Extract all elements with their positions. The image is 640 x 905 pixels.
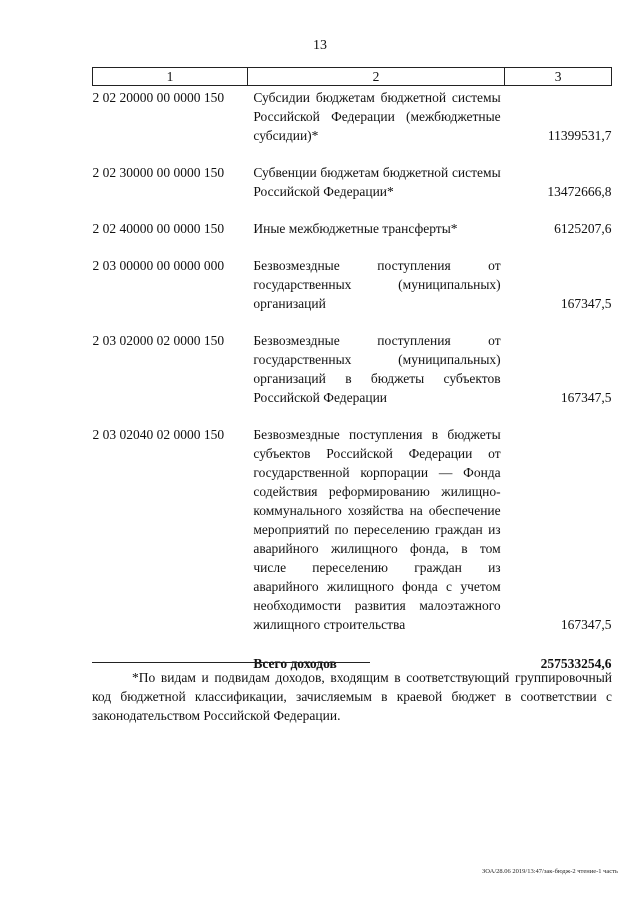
table-row bbox=[93, 425, 612, 652]
budget-code: 2 03 02000 02 0000 150 bbox=[92, 333, 225, 348]
revenue-amount: 6125207,6 bbox=[554, 221, 612, 236]
column-header-amount: 3 bbox=[505, 68, 612, 86]
revenue-name: Безвозмездные поступления от государственных (муниципальных) организаций bbox=[253, 258, 501, 311]
table-row bbox=[93, 86, 612, 164]
column-header-code: 1 bbox=[93, 68, 248, 86]
revenue-table bbox=[92, 67, 612, 673]
revenue-amount: 167347,5 bbox=[560, 390, 612, 405]
table-row bbox=[93, 331, 612, 425]
total-amount: 257533254,6 bbox=[540, 656, 612, 671]
total-label: Всего доходов bbox=[253, 656, 337, 671]
revenue-amount: 167347,5 bbox=[560, 296, 612, 311]
table-row bbox=[93, 163, 612, 219]
column-header-name: 2 bbox=[247, 68, 504, 86]
document-stamp: ЗОА/28.06 2019/13:47/зак-бюдж-2 чтение-1 часть bbox=[482, 868, 618, 875]
budget-code: 2 03 02040 02 0000 150 bbox=[92, 427, 225, 442]
revenue-amount: 167347,5 bbox=[560, 617, 612, 632]
revenue-name: Безвозмездные поступления в бюджеты субъектов Российской Федерации от государственной корпорации — Фонда содействия реформированию жилищно-коммунального хозяйства на обеспечение мероприятий по переселению граждан из аварийного жилищного фонда, в том числе переселению граждан из аварийного жилищного фонда с учетом необходимости развития малоэтажного жилищного строительства bbox=[253, 427, 501, 632]
footnote-divider bbox=[92, 662, 370, 663]
budget-code: 2 02 30000 00 0000 150 bbox=[92, 165, 225, 180]
footnote-text: *По видам и подвидам доходов, входящим в соответствующий группировочный код бюджетной классификации, зачисляемым в краевой бюджет в соответствии с законодательством Российской Федерации. bbox=[92, 670, 612, 723]
revenue-amount: 13472666,8 bbox=[547, 184, 612, 199]
budget-code: 2 02 40000 00 0000 150 bbox=[92, 221, 225, 236]
budget-code: 2 03 00000 00 0000 000 bbox=[92, 258, 225, 273]
table-row bbox=[93, 256, 612, 331]
table-header-row bbox=[93, 68, 612, 86]
revenue-name: Безвозмездные поступления от государственных (муниципальных) организаций в бюджеты субъектов Российской Федерации bbox=[253, 333, 501, 405]
revenue-name: Субвенции бюджетам бюджетной системы Российской Федерации* bbox=[253, 165, 501, 199]
revenue-name: Иные межбюджетные трансферты* bbox=[253, 221, 458, 236]
revenue-name: Субсидии бюджетам бюджетной системы Российской Федерации (межбюджетные субсидии)* bbox=[253, 90, 501, 143]
page-number: 13 bbox=[313, 38, 327, 53]
revenue-amount: 11399531,7 bbox=[547, 128, 612, 143]
budget-code: 2 02 20000 00 0000 150 bbox=[92, 90, 225, 105]
table-row bbox=[93, 219, 612, 256]
